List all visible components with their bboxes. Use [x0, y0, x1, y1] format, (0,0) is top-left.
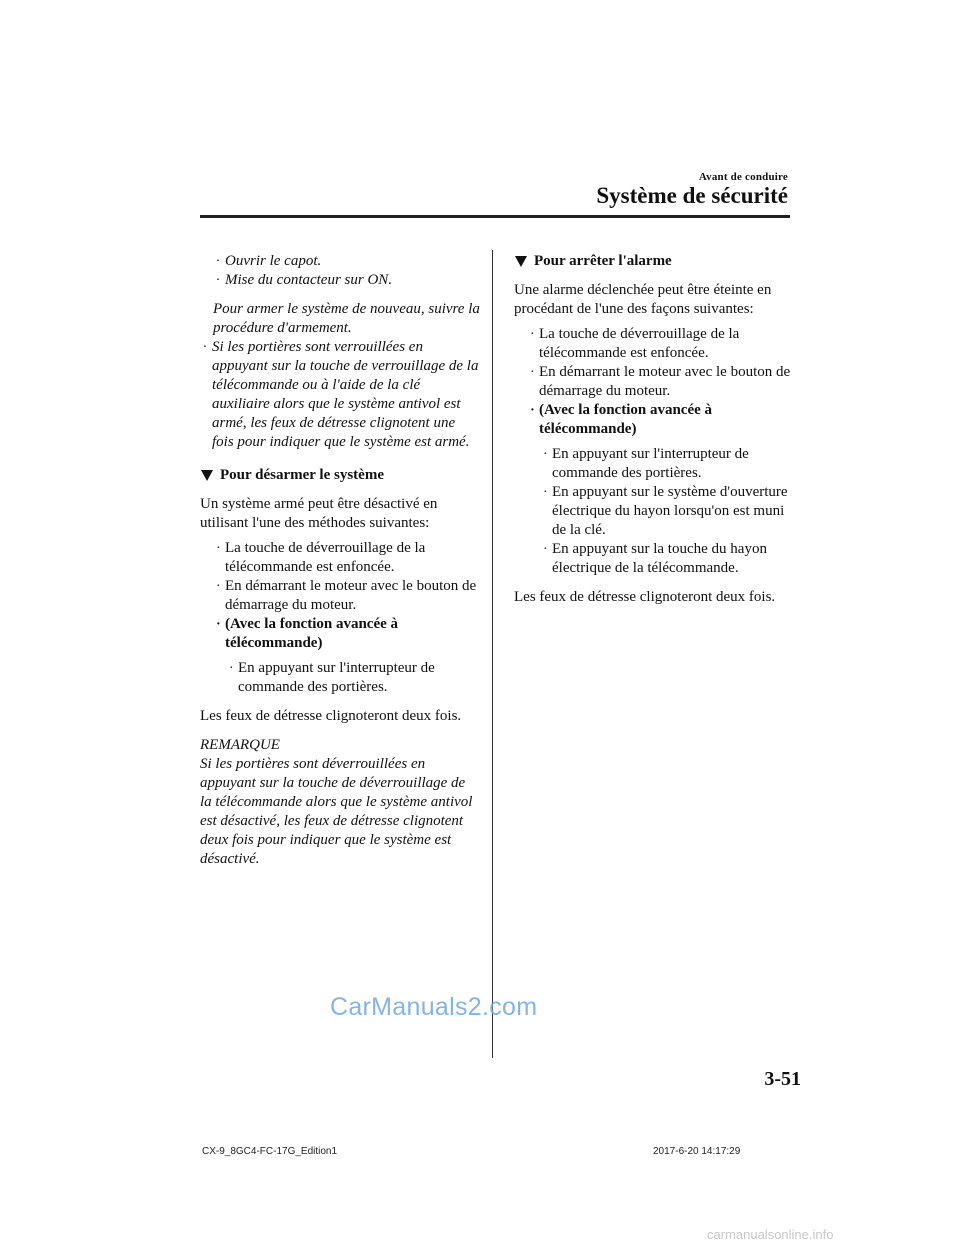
page-title: Système de sécurité	[596, 183, 788, 208]
paragraph: Un système armé peut être désactivé en utilisant l'une des méthodes suivantes:	[200, 496, 438, 531]
footer-edition: CX-9_8GC4-FC-17G_Edition1	[202, 1146, 338, 1157]
bullet-icon: ·	[216, 273, 220, 288]
list-item: · (Avec la fonction avancée à télécommande)	[530, 402, 713, 437]
watermark-link[interactable]: CarManuals2.com	[330, 993, 538, 1021]
paragraph: Les feux de détresse clignoteront deux fois.	[200, 708, 462, 724]
bullet-icon: ·	[216, 541, 221, 556]
right-column	[514, 252, 794, 607]
triangle-down-icon	[201, 470, 213, 481]
column-divider	[492, 250, 493, 1058]
page-number: 3-51	[764, 1068, 801, 1090]
bullet-icon: ·	[543, 485, 548, 500]
left-column	[200, 252, 480, 869]
list-item: · Mise du contacteur sur ON.	[216, 272, 393, 288]
note-text: Si les portières sont déverrouillées en appuyant sur la touche de déverrouillage de la télécommande alors que le système antivol est désactivé, les feux de détresse clignotent deux fois pour indiquer que le système est désactivé.	[200, 756, 473, 867]
list-item: · En appuyant sur le système d'ouverture électrique du hayon lorsqu'on est muni de la clé.	[543, 484, 788, 538]
section-heading: Pour désarmer le système	[200, 466, 480, 485]
list-item: · Si les portières sont verrouillées en appuyant sur la touche de verrouillage de la télécommande ou à l'aide de la clé auxiliaire alors que le système antivol est armé, les feux de détresse clignotent une fois pour indiquer que le système est armé.	[203, 339, 479, 450]
triangle-down-icon	[515, 256, 527, 267]
list-item: · En appuyant sur l'interrupteur de commande des portières.	[543, 446, 749, 481]
list-item: · La touche de déverrouillage de la télécommande est enfoncée.	[216, 540, 426, 575]
bullet-icon: ·	[216, 617, 221, 632]
section-label: Avant de conduire	[698, 171, 788, 183]
paragraph: Une alarme déclenchée peut être éteinte en procédant de l'une des façons suivantes:	[514, 282, 772, 317]
list-item: · En appuyant sur l'interrupteur de commande des portières.	[229, 660, 435, 695]
bullet-icon: ·	[530, 365, 535, 380]
list-item: · En démarrant le moteur avec le bouton de démarrage du moteur.	[530, 364, 791, 399]
bullet-icon: ·	[530, 327, 535, 342]
list-item: · La touche de déverrouillage de la télécommande est enfoncée.	[530, 326, 740, 361]
list-item: · (Avec la fonction avancée à télécommande)	[216, 616, 399, 651]
header-rule	[200, 215, 790, 218]
note-title: REMARQUE	[200, 737, 280, 753]
bullet-icon: ·	[530, 403, 535, 418]
bullet-icon: ·	[543, 447, 548, 462]
section-heading: Pour arrêter l'alarme	[514, 252, 794, 271]
paragraph: Pour armer le système de nouveau, suivre la procédure d'armement.	[213, 301, 480, 336]
list-item: · En appuyant sur la touche du hayon électrique de la télécommande.	[543, 541, 767, 576]
list-item: · Ouvrir le capot.	[216, 253, 322, 269]
footer-timestamp: 2017-6-20 14:17:29	[653, 1146, 741, 1157]
site-footer-link[interactable]: carmanualsonline.info	[707, 1227, 834, 1242]
list-item: · En démarrant le moteur avec le bouton de démarrage du moteur.	[216, 578, 477, 613]
bullet-icon: ·	[216, 254, 220, 269]
bullet-icon: ·	[229, 661, 234, 676]
bullet-icon: ·	[216, 579, 221, 594]
paragraph: Les feux de détresse clignoteront deux fois.	[514, 589, 776, 605]
bullet-icon: ·	[203, 340, 207, 355]
bullet-icon: ·	[543, 542, 548, 557]
